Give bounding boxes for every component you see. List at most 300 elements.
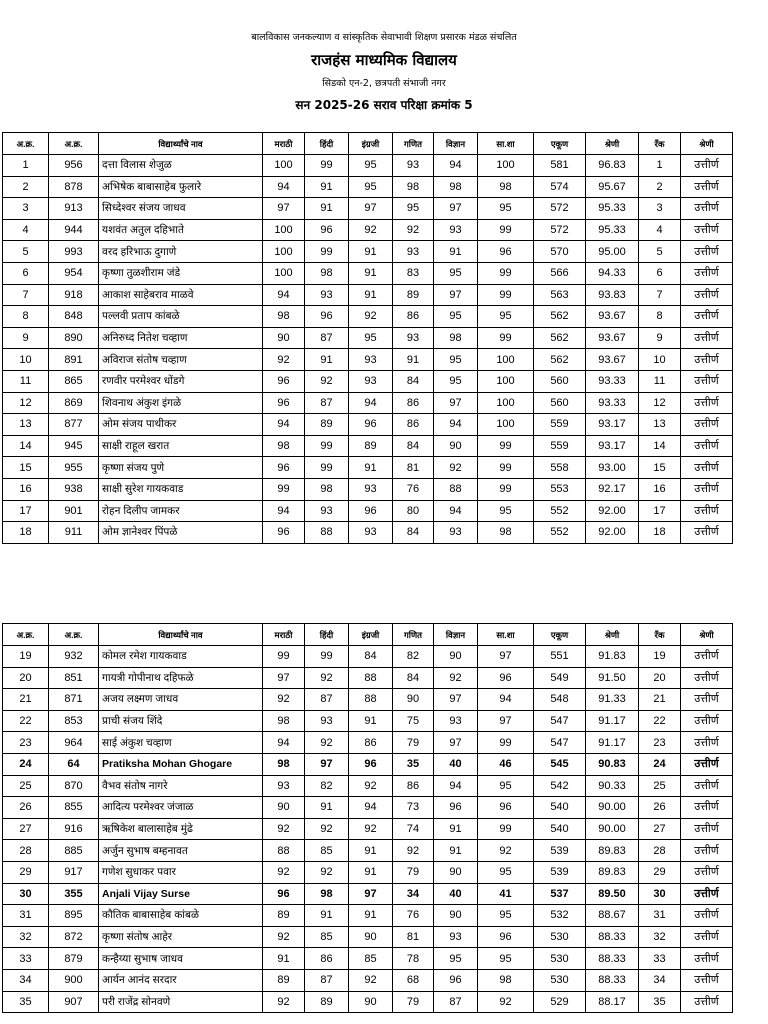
total-cell: 566 bbox=[534, 262, 586, 284]
result-cell: उत्तीर्ण bbox=[681, 710, 733, 732]
english-cell: 94 bbox=[349, 392, 393, 414]
result-cell: उत्तीर्ण bbox=[681, 818, 733, 840]
id-cell: 993 bbox=[49, 241, 99, 263]
social-science-cell: 99 bbox=[478, 284, 534, 306]
result-cell: उत्तीर्ण bbox=[681, 284, 733, 306]
hindi-cell: 96 bbox=[305, 306, 349, 328]
hindi-cell: 98 bbox=[305, 883, 349, 905]
science-cell: 93 bbox=[434, 926, 478, 948]
column-header: विद्यार्थ्यांचे नाव bbox=[99, 624, 263, 646]
maths-cell: 92 bbox=[393, 219, 434, 241]
percentage-cell: 90.83 bbox=[586, 753, 639, 775]
serial-cell: 30 bbox=[3, 883, 49, 905]
total-cell: 560 bbox=[534, 370, 586, 392]
social-science-cell: 100 bbox=[478, 349, 534, 371]
maths-cell: 75 bbox=[393, 710, 434, 732]
percentage-cell: 93.33 bbox=[586, 392, 639, 414]
total-cell: 542 bbox=[534, 775, 586, 797]
id-cell: 869 bbox=[49, 392, 99, 414]
science-cell: 40 bbox=[434, 883, 478, 905]
id-cell: 918 bbox=[49, 284, 99, 306]
total-cell: 547 bbox=[534, 732, 586, 754]
rank-cell: 22 bbox=[639, 710, 681, 732]
percentage-cell: 93.33 bbox=[586, 370, 639, 392]
student-name-cell: प्राची संजय शिंदे bbox=[99, 710, 263, 732]
student-name-cell: दत्ता विलास शेजुळ bbox=[99, 155, 263, 177]
column-header: अ.क्र. bbox=[49, 624, 99, 646]
marathi-cell: 92 bbox=[263, 926, 305, 948]
column-header: रँक bbox=[639, 133, 681, 155]
hindi-cell: 98 bbox=[305, 262, 349, 284]
rank-cell: 19 bbox=[639, 646, 681, 668]
marathi-cell: 96 bbox=[263, 370, 305, 392]
social-science-cell: 99 bbox=[478, 478, 534, 500]
table-row bbox=[3, 478, 733, 500]
social-science-cell: 99 bbox=[478, 219, 534, 241]
result-cell: उत्तीर्ण bbox=[681, 991, 733, 1013]
result-cell: उत्तीर्ण bbox=[681, 840, 733, 862]
student-name-cell: अविराज संतोष चव्हाण bbox=[99, 349, 263, 371]
total-cell: 532 bbox=[534, 905, 586, 927]
serial-cell: 15 bbox=[3, 457, 49, 479]
social-science-cell: 41 bbox=[478, 883, 534, 905]
rank-cell: 12 bbox=[639, 392, 681, 414]
science-cell: 97 bbox=[434, 732, 478, 754]
table-row bbox=[3, 262, 733, 284]
school-address: सिडको एन-2, छत्रपती संभाजी नगर bbox=[322, 78, 446, 89]
total-cell: 563 bbox=[534, 284, 586, 306]
result-cell: उत्तीर्ण bbox=[681, 969, 733, 991]
rank-cell: 10 bbox=[639, 349, 681, 371]
table-header-row bbox=[3, 133, 733, 155]
column-header: मराठी bbox=[263, 624, 305, 646]
total-cell: 558 bbox=[534, 457, 586, 479]
english-cell: 91 bbox=[349, 840, 393, 862]
result-cell: उत्तीर्ण bbox=[681, 414, 733, 436]
rank-cell: 33 bbox=[639, 948, 681, 970]
serial-cell: 25 bbox=[3, 775, 49, 797]
percentage-cell: 88.33 bbox=[586, 926, 639, 948]
science-cell: 96 bbox=[434, 797, 478, 819]
id-cell: 901 bbox=[49, 500, 99, 522]
percentage-cell: 92.00 bbox=[586, 522, 639, 544]
student-name-cell: आदित्य परमेश्वर जंजाळ bbox=[99, 797, 263, 819]
total-cell: 552 bbox=[534, 500, 586, 522]
maths-cell: 93 bbox=[393, 155, 434, 177]
maths-cell: 90 bbox=[393, 689, 434, 711]
result-cell: उत्तीर्ण bbox=[681, 392, 733, 414]
marathi-cell: 92 bbox=[263, 991, 305, 1013]
student-name-cell: वरद हरिभाऊ दुगाणे bbox=[99, 241, 263, 263]
science-cell: 97 bbox=[434, 284, 478, 306]
marathi-cell: 98 bbox=[263, 753, 305, 775]
total-cell: 545 bbox=[534, 753, 586, 775]
marathi-cell: 99 bbox=[263, 478, 305, 500]
result-cell: उत्तीर्ण bbox=[681, 646, 733, 668]
rank-cell: 16 bbox=[639, 478, 681, 500]
science-cell: 95 bbox=[434, 262, 478, 284]
student-name-cell: ओम ज्ञानेश्वर पिंपळे bbox=[99, 522, 263, 544]
science-cell: 94 bbox=[434, 500, 478, 522]
hindi-cell: 92 bbox=[305, 370, 349, 392]
table-row bbox=[3, 370, 733, 392]
column-header: हिंदी bbox=[305, 133, 349, 155]
student-name-cell: Pratiksha Mohan Ghogare bbox=[99, 753, 263, 775]
rank-cell: 1 bbox=[639, 155, 681, 177]
student-name-cell: अनिरुध्द नितेश चव्हाण bbox=[99, 327, 263, 349]
student-name-cell: ऋषिकेश बालासाहेब मुंढे bbox=[99, 818, 263, 840]
english-cell: 96 bbox=[349, 500, 393, 522]
id-cell: 907 bbox=[49, 991, 99, 1013]
science-cell: 91 bbox=[434, 241, 478, 263]
results-table-1 bbox=[2, 132, 733, 544]
social-science-cell: 96 bbox=[478, 241, 534, 263]
serial-cell: 9 bbox=[3, 327, 49, 349]
marathi-cell: 94 bbox=[263, 284, 305, 306]
english-cell: 93 bbox=[349, 478, 393, 500]
english-cell: 90 bbox=[349, 991, 393, 1013]
marathi-cell: 96 bbox=[263, 883, 305, 905]
social-science-cell: 99 bbox=[478, 818, 534, 840]
english-cell: 91 bbox=[349, 710, 393, 732]
social-science-cell: 95 bbox=[478, 775, 534, 797]
marathi-cell: 98 bbox=[263, 306, 305, 328]
table-row bbox=[3, 667, 733, 689]
english-cell: 93 bbox=[349, 522, 393, 544]
rank-cell: 35 bbox=[639, 991, 681, 1013]
table-row bbox=[3, 392, 733, 414]
english-cell: 95 bbox=[349, 155, 393, 177]
column-header: सा.शा bbox=[478, 133, 534, 155]
id-cell: 890 bbox=[49, 327, 99, 349]
table-row bbox=[3, 500, 733, 522]
serial-cell: 16 bbox=[3, 478, 49, 500]
hindi-cell: 89 bbox=[305, 991, 349, 1013]
table-row bbox=[3, 327, 733, 349]
maths-cell: 34 bbox=[393, 883, 434, 905]
id-cell: 855 bbox=[49, 797, 99, 819]
student-name-cell: गायत्री गोपीनाथ दहिफळे bbox=[99, 667, 263, 689]
serial-cell: 23 bbox=[3, 732, 49, 754]
student-name-cell: Anjali Vijay Surse bbox=[99, 883, 263, 905]
student-name-cell: यशवंत अतुल दहिभाते bbox=[99, 219, 263, 241]
serial-cell: 21 bbox=[3, 689, 49, 711]
maths-cell: 73 bbox=[393, 797, 434, 819]
student-name-cell: आकाश साहेबराव माळवे bbox=[99, 284, 263, 306]
column-header: श्रेणी bbox=[681, 624, 733, 646]
social-science-cell: 97 bbox=[478, 646, 534, 668]
hindi-cell: 99 bbox=[305, 646, 349, 668]
marathi-cell: 92 bbox=[263, 689, 305, 711]
serial-cell: 10 bbox=[3, 349, 49, 371]
table-row bbox=[3, 414, 733, 436]
table-row bbox=[3, 840, 733, 862]
hindi-cell: 87 bbox=[305, 392, 349, 414]
hindi-cell: 91 bbox=[305, 797, 349, 819]
serial-cell: 32 bbox=[3, 926, 49, 948]
maths-cell: 68 bbox=[393, 969, 434, 991]
column-header: गणित bbox=[393, 133, 434, 155]
english-cell: 86 bbox=[349, 732, 393, 754]
percentage-cell: 91.50 bbox=[586, 667, 639, 689]
id-cell: 853 bbox=[49, 710, 99, 732]
percentage-cell: 93.00 bbox=[586, 457, 639, 479]
english-cell: 92 bbox=[349, 969, 393, 991]
column-header: इंग्रजी bbox=[349, 624, 393, 646]
marathi-cell: 96 bbox=[263, 392, 305, 414]
maths-cell: 80 bbox=[393, 500, 434, 522]
hindi-cell: 97 bbox=[305, 753, 349, 775]
percentage-cell: 95.33 bbox=[586, 219, 639, 241]
percentage-cell: 90.00 bbox=[586, 818, 639, 840]
hindi-cell: 93 bbox=[305, 284, 349, 306]
total-cell: 547 bbox=[534, 710, 586, 732]
serial-cell: 26 bbox=[3, 797, 49, 819]
percentage-cell: 89.83 bbox=[586, 840, 639, 862]
english-cell: 91 bbox=[349, 905, 393, 927]
percentage-cell: 93.17 bbox=[586, 414, 639, 436]
column-header: अ.क्र. bbox=[3, 624, 49, 646]
result-cell: उत्तीर्ण bbox=[681, 198, 733, 220]
student-name-cell: वैभव संतोष नागरे bbox=[99, 775, 263, 797]
social-science-cell: 99 bbox=[478, 327, 534, 349]
rank-cell: 15 bbox=[639, 457, 681, 479]
social-science-cell: 97 bbox=[478, 710, 534, 732]
total-cell: 540 bbox=[534, 797, 586, 819]
english-cell: 95 bbox=[349, 176, 393, 198]
total-cell: 553 bbox=[534, 478, 586, 500]
table-row bbox=[3, 646, 733, 668]
student-name-cell: शिवनाथ अंकुश इंगळे bbox=[99, 392, 263, 414]
result-cell: उत्तीर्ण bbox=[681, 176, 733, 198]
social-science-cell: 100 bbox=[478, 392, 534, 414]
result-cell: उत्तीर्ण bbox=[681, 327, 733, 349]
id-cell: 355 bbox=[49, 883, 99, 905]
maths-cell: 81 bbox=[393, 457, 434, 479]
serial-cell: 22 bbox=[3, 710, 49, 732]
maths-cell: 79 bbox=[393, 991, 434, 1013]
percentage-cell: 93.83 bbox=[586, 284, 639, 306]
science-cell: 97 bbox=[434, 392, 478, 414]
result-cell: उत्तीर्ण bbox=[681, 435, 733, 457]
serial-cell: 8 bbox=[3, 306, 49, 328]
percentage-cell: 90.33 bbox=[586, 775, 639, 797]
result-cell: उत्तीर्ण bbox=[681, 667, 733, 689]
id-cell: 913 bbox=[49, 198, 99, 220]
rank-cell: 23 bbox=[639, 732, 681, 754]
result-cell: उत्तीर्ण bbox=[681, 926, 733, 948]
hindi-cell: 86 bbox=[305, 948, 349, 970]
marathi-cell: 90 bbox=[263, 327, 305, 349]
table-row bbox=[3, 991, 733, 1013]
id-cell: 954 bbox=[49, 262, 99, 284]
english-cell: 92 bbox=[349, 818, 393, 840]
maths-cell: 81 bbox=[393, 926, 434, 948]
total-cell: 530 bbox=[534, 948, 586, 970]
id-cell: 851 bbox=[49, 667, 99, 689]
serial-cell: 29 bbox=[3, 861, 49, 883]
hindi-cell: 99 bbox=[305, 155, 349, 177]
english-cell: 97 bbox=[349, 883, 393, 905]
english-cell: 91 bbox=[349, 284, 393, 306]
percentage-cell: 95.33 bbox=[586, 198, 639, 220]
marathi-cell: 88 bbox=[263, 840, 305, 862]
column-header: एकूण bbox=[534, 624, 586, 646]
student-name-cell: साई अंकुश चव्हाण bbox=[99, 732, 263, 754]
rank-cell: 11 bbox=[639, 370, 681, 392]
english-cell: 93 bbox=[349, 370, 393, 392]
marathi-cell: 94 bbox=[263, 500, 305, 522]
serial-cell: 6 bbox=[3, 262, 49, 284]
english-cell: 88 bbox=[349, 689, 393, 711]
rank-cell: 27 bbox=[639, 818, 681, 840]
social-science-cell: 46 bbox=[478, 753, 534, 775]
exam-title: सन 2025-26 सराव परिक्षा क्रमांक 5 bbox=[295, 98, 473, 112]
student-name-cell: अभिषेक बाबासाहेब फुलारे bbox=[99, 176, 263, 198]
serial-cell: 31 bbox=[3, 905, 49, 927]
rank-cell: 18 bbox=[639, 522, 681, 544]
rank-cell: 13 bbox=[639, 414, 681, 436]
science-cell: 91 bbox=[434, 840, 478, 862]
english-cell: 89 bbox=[349, 435, 393, 457]
marathi-cell: 96 bbox=[263, 457, 305, 479]
serial-cell: 14 bbox=[3, 435, 49, 457]
student-name-cell: साक्षी सुरेश गायकवाड bbox=[99, 478, 263, 500]
column-header: एकूण bbox=[534, 133, 586, 155]
rank-cell: 29 bbox=[639, 861, 681, 883]
social-science-cell: 95 bbox=[478, 948, 534, 970]
english-cell: 96 bbox=[349, 414, 393, 436]
organization-name: बालविकास जनकल्याण व सांस्कृतिक सेवाभावी शिक्षण प्रसारक मंडळ संचलित bbox=[251, 32, 517, 43]
english-cell: 91 bbox=[349, 241, 393, 263]
percentage-cell: 91.33 bbox=[586, 689, 639, 711]
rank-cell: 30 bbox=[639, 883, 681, 905]
percentage-cell: 93.67 bbox=[586, 349, 639, 371]
id-cell: 916 bbox=[49, 818, 99, 840]
id-cell: 64 bbox=[49, 753, 99, 775]
table-body bbox=[3, 155, 733, 544]
table-row bbox=[3, 241, 733, 263]
table-row bbox=[3, 732, 733, 754]
science-cell: 93 bbox=[434, 710, 478, 732]
maths-cell: 82 bbox=[393, 646, 434, 668]
result-cell: उत्तीर्ण bbox=[681, 732, 733, 754]
hindi-cell: 89 bbox=[305, 414, 349, 436]
maths-cell: 93 bbox=[393, 241, 434, 263]
result-cell: उत्तीर्ण bbox=[681, 349, 733, 371]
result-cell: उत्तीर्ण bbox=[681, 262, 733, 284]
id-cell: 944 bbox=[49, 219, 99, 241]
maths-cell: 93 bbox=[393, 327, 434, 349]
table-row bbox=[3, 219, 733, 241]
marathi-cell: 100 bbox=[263, 155, 305, 177]
result-cell: उत्तीर्ण bbox=[681, 219, 733, 241]
id-cell: 964 bbox=[49, 732, 99, 754]
table-row bbox=[3, 457, 733, 479]
id-cell: 955 bbox=[49, 457, 99, 479]
science-cell: 98 bbox=[434, 176, 478, 198]
result-cell: उत्तीर्ण bbox=[681, 948, 733, 970]
marathi-cell: 92 bbox=[263, 349, 305, 371]
serial-cell: 34 bbox=[3, 969, 49, 991]
serial-cell: 27 bbox=[3, 818, 49, 840]
percentage-cell: 91.17 bbox=[586, 710, 639, 732]
rank-cell: 28 bbox=[639, 840, 681, 862]
student-name-cell: कोमल रमेश गायकवाड bbox=[99, 646, 263, 668]
english-cell: 95 bbox=[349, 327, 393, 349]
id-cell: 895 bbox=[49, 905, 99, 927]
science-cell: 95 bbox=[434, 948, 478, 970]
science-cell: 98 bbox=[434, 327, 478, 349]
total-cell: 560 bbox=[534, 392, 586, 414]
hindi-cell: 91 bbox=[305, 176, 349, 198]
hindi-cell: 92 bbox=[305, 732, 349, 754]
rank-cell: 4 bbox=[639, 219, 681, 241]
social-science-cell: 95 bbox=[478, 198, 534, 220]
result-cell: उत्तीर्ण bbox=[681, 522, 733, 544]
social-science-cell: 98 bbox=[478, 176, 534, 198]
total-cell: 540 bbox=[534, 818, 586, 840]
rank-cell: 31 bbox=[639, 905, 681, 927]
hindi-cell: 99 bbox=[305, 457, 349, 479]
maths-cell: 98 bbox=[393, 176, 434, 198]
maths-cell: 83 bbox=[393, 262, 434, 284]
social-science-cell: 96 bbox=[478, 797, 534, 819]
result-cell: उत्तीर्ण bbox=[681, 306, 733, 328]
social-science-cell: 95 bbox=[478, 500, 534, 522]
total-cell: 562 bbox=[534, 327, 586, 349]
student-name-cell: कृष्णा तुळशीराम जंडे bbox=[99, 262, 263, 284]
column-header: हिंदी bbox=[305, 624, 349, 646]
column-header: रँक bbox=[639, 624, 681, 646]
rank-cell: 14 bbox=[639, 435, 681, 457]
maths-cell: 74 bbox=[393, 818, 434, 840]
total-cell: 537 bbox=[534, 883, 586, 905]
table-row bbox=[3, 753, 733, 775]
science-cell: 96 bbox=[434, 969, 478, 991]
science-cell: 94 bbox=[434, 155, 478, 177]
id-cell: 917 bbox=[49, 861, 99, 883]
rank-cell: 5 bbox=[639, 241, 681, 263]
science-cell: 90 bbox=[434, 861, 478, 883]
percentage-cell: 95.67 bbox=[586, 176, 639, 198]
social-science-cell: 98 bbox=[478, 522, 534, 544]
result-cell: उत्तीर्ण bbox=[681, 797, 733, 819]
science-cell: 97 bbox=[434, 689, 478, 711]
hindi-cell: 93 bbox=[305, 710, 349, 732]
student-name-cell: ओम संजय पाथीकर bbox=[99, 414, 263, 436]
id-cell: 956 bbox=[49, 155, 99, 177]
marathi-cell: 93 bbox=[263, 775, 305, 797]
table-row bbox=[3, 948, 733, 970]
column-header: विज्ञान bbox=[434, 624, 478, 646]
maths-cell: 35 bbox=[393, 753, 434, 775]
percentage-cell: 89.50 bbox=[586, 883, 639, 905]
id-cell: 938 bbox=[49, 478, 99, 500]
column-header: मराठी bbox=[263, 133, 305, 155]
english-cell: 92 bbox=[349, 219, 393, 241]
maths-cell: 91 bbox=[393, 349, 434, 371]
serial-cell: 18 bbox=[3, 522, 49, 544]
maths-cell: 86 bbox=[393, 306, 434, 328]
total-cell: 559 bbox=[534, 414, 586, 436]
rank-cell: 2 bbox=[639, 176, 681, 198]
student-name-cell: परी राजेंद्र सोनवणे bbox=[99, 991, 263, 1013]
id-cell: 870 bbox=[49, 775, 99, 797]
id-cell: 871 bbox=[49, 689, 99, 711]
marathi-cell: 89 bbox=[263, 969, 305, 991]
marathi-cell: 94 bbox=[263, 176, 305, 198]
